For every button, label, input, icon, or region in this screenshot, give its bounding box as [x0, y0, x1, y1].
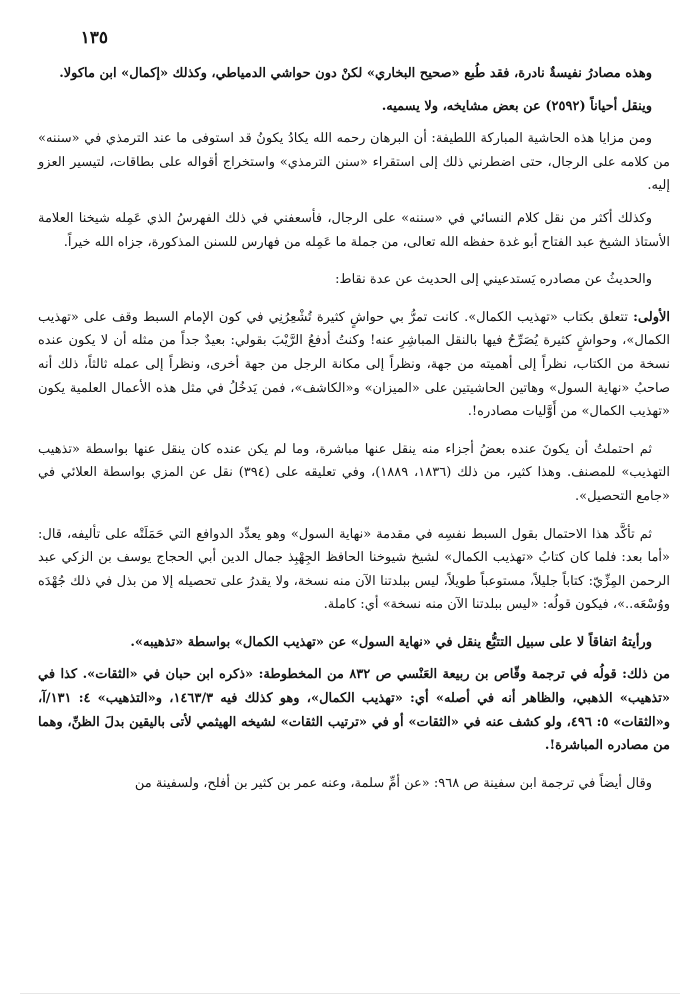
point-one-text: تتعلق بكتاب «تهذيب الكمال». كانت تمرُّ بي حواشٍ كثيرة تُشْعِرُنِي في كون الإمام السبط وقف على «تهذيب الكمال»، وحواشٍ كثيرة يُصَرِّحُ فيها بالنقل المباشِرِ عنه! وكنتُ أدفعُ الرَّيْبَ بقولي: بعيدٌ جداً من مثله أن لا يكون عنده نسخة من الكتاب، نظراً إلى أهميته من جهة، ونظراً إلى مكانة الرجل من جهة أخرى، ونظراً إلى عمله ثالثاً، ذلك أنه صاحبُ «نهاية السول» وهاتين الحاشيتين على «الميزان» و«الكاشف»، فمن يَدخُلُ في مثل هذه الأعمال العلمية يكون «تهذيب الكمال» من أَوَّليات مصادره!. — [38, 309, 670, 420]
paragraph-9: ورأيتهُ اتفاقاً لا على سبيل التتبُّع ينقل في «نهاية السول» عن «تهذيب الكمال» بواسطة «تذهيبه». — [130, 634, 652, 650]
page-number: ١٣٥ — [80, 28, 108, 48]
paragraph-5: والحديثُ عن مصادره يَستدعيني إلى الحديث عن عدة نقاط: — [335, 272, 652, 288]
paragraph-7: ثم احتملتُ أن يكونَ عنده بعضُ أجزاء منه ينقل عنها مباشرة، وما لم يكن عنده كان ينقل عنها بواسطة «تذهيب التهذيب» للمصنف. وهذا كثير، من ذلك (١٨٣٦، ١٨٨٩)، وفي تعليقه على (٣٩٤) نقل عن المزي بواسطة العلائي في «جامع التحصيل». — [38, 441, 670, 504]
point-one-label: الأولى: — [633, 309, 671, 325]
paragraph-1: وهذه مصادرُ نفيسةٌ نادرة، فقد طُبع «صحيح البخاري» لكنْ دون حواشي الدمياطي، وكذلك «إكمال» ابن ماكولا. — [59, 66, 652, 81]
document-body — [38, 62, 670, 804]
paragraph-8: ثم تأكَّد هذا الاحتمال بقول السبط نفسِه في مقدمة «نهاية السول» وهو يعدِّد الدوافع التي حَمَلَتْه على تأليفه، قال: «أما بعد: فلما كان كتابُ «تهذيب الكمال» لشيخ شيوخنا الحافظ الجِهْبِذ جمال الدين أبي الحجاج يوسف بن الزكي عبد الرحمن المِزِّيّ: كتاباً جليلاً، مستوعباً طويلاً، ليس ببلدتنا الآن منه نسخة، ولا يقدرُ على تحصيله إلا من بذل في ذلك جُهْدَه ووُسْعَه..»، فيكون قولُه: «ليس ببلدتنا الآن منه نسخة» أي: كاملة. — [38, 526, 670, 613]
paragraph-11: وقال أيضاً في ترجمة ابن سفينة ص ٩٦٨: «عن أمِّ سلمة، وعنه عمر بن كثير بن أفلح، ولسفينة من — [134, 775, 652, 791]
paragraph-2: وينقل أحياناً (٢٥٩٢) عن بعض مشايخه، ولا يسميه. — [381, 98, 652, 114]
paragraph-6 — [38, 306, 670, 424]
paragraph-10: من ذلك: قولُه في ترجمة وقّاص بن ربيعة العَنْسي ص ٨٣٢ من المخطوطة: «ذكره ابن حبان في «الثقات». كذا في «تذهيب» الذهبي، والظاهر أنه في أصله» أي: «تهذيب الكمال»، وهو كذلك فيه ١٤٦٣/٣، و«التذهيب» ٤: ١٣١/آ، و«الثقات» ٥: ٤٩٦، ولو كشف عنه في «الثقات» أو في «ترتيب الثقات» لشيخه الهيثمي لأتى باليقين بدلَ الظنِّ، وهما من مصادره المباشرة!. — [38, 667, 671, 754]
bottom-edge — [20, 993, 680, 994]
paragraph-4: وكذلك أكثر من نقل كلام النسائي في «سننه» على الرجال، فأسعفني في ذلك الفهرسُ الذي عَمِله شيخنا العلامة الأستاذ الشيخ عبد الفتاح أبو غدة حفظه الله تعالى، من جملة ما عَمِله من فهارس للسنن المذكورة، جزاه الله خيراً. — [38, 210, 670, 250]
paragraph-3: ومن مزايا هذه الحاشية المباركة اللطيفة: أن البرهان رحمه الله يكادُ يكونُ قد استوفى ما عند الترمذي في «سننه» من كلامه على الرجال، حتى اضطرني ذلك إلى استقراء «سنن الترمذي» واستخراج أقواله على بطاقات، لتيسير العزو إليه. — [38, 131, 670, 194]
